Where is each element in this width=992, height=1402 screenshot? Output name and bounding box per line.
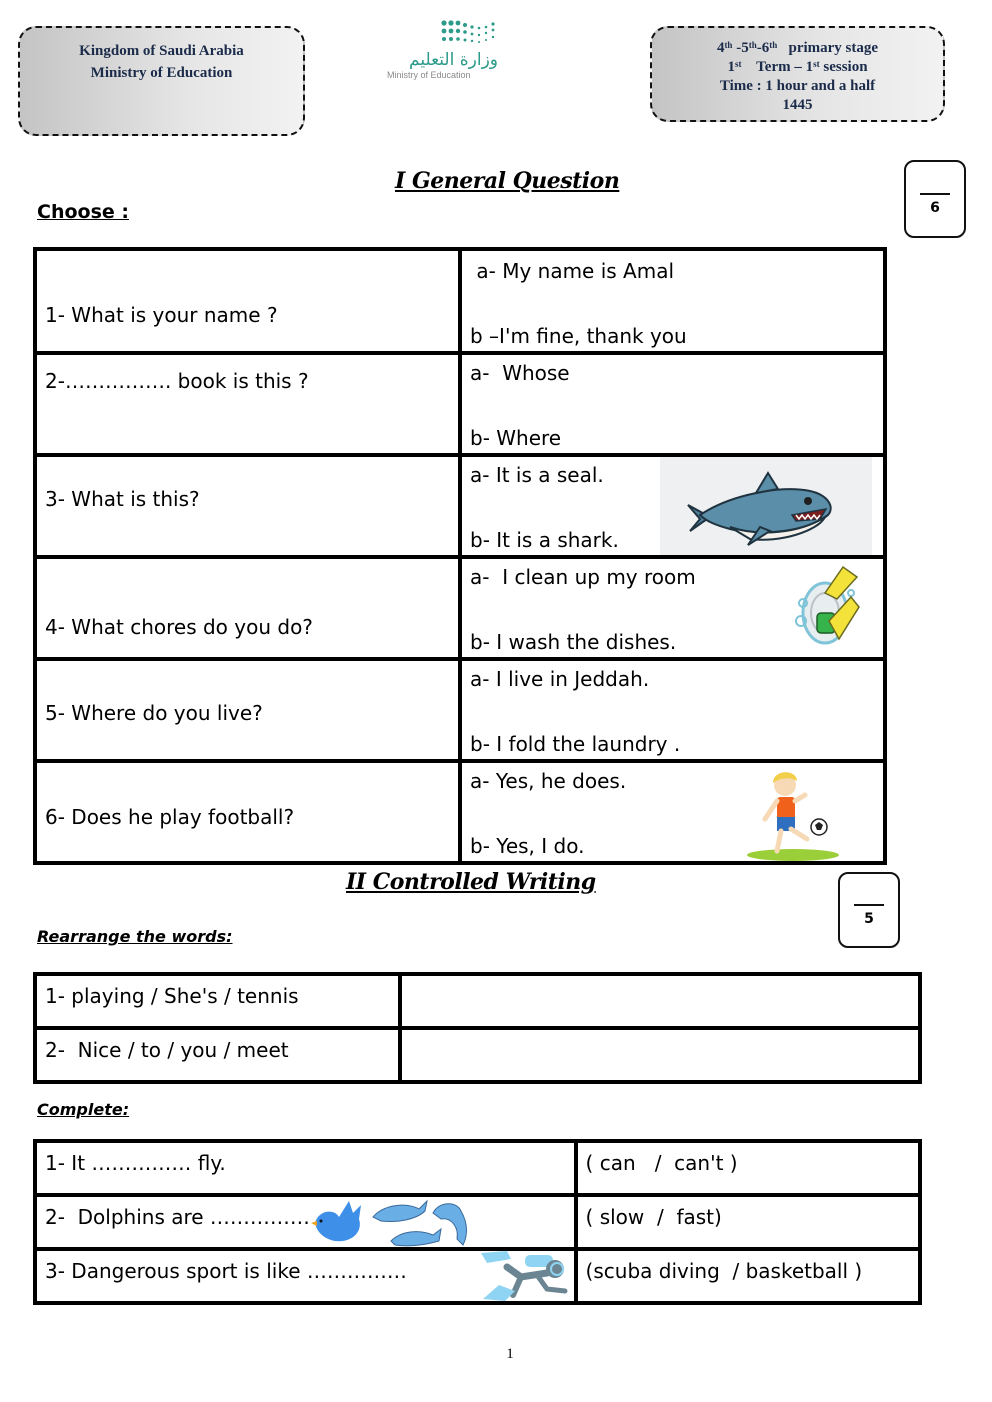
words-cell bbox=[35, 974, 400, 1028]
option-b[interactable]: b- Yes, I do. bbox=[470, 834, 585, 858]
sentence-cell bbox=[35, 1249, 576, 1303]
options-cell bbox=[460, 249, 885, 353]
scrambled-words: 2- Nice / to / you / meet bbox=[45, 1038, 289, 1062]
complete-row bbox=[35, 1195, 920, 1249]
ministry-of-education-logo bbox=[385, 18, 505, 88]
logo-dots-icon bbox=[440, 18, 560, 50]
section1-score-box bbox=[904, 160, 966, 238]
kingdom-label: Kingdom of Saudi Arabia bbox=[79, 43, 244, 59]
sentence-cell bbox=[35, 1141, 576, 1195]
choices-text[interactable]: (scuba diving / basketball ) bbox=[585, 1259, 863, 1283]
complete-row bbox=[35, 1249, 920, 1303]
grade-4: 4 bbox=[716, 40, 725, 56]
answer-cell[interactable] bbox=[400, 974, 920, 1028]
option-a[interactable]: a- Yes, he does. bbox=[470, 769, 627, 793]
bird-and-dolphins-picture bbox=[309, 1197, 475, 1249]
logo-english-text: Ministry of Education bbox=[387, 70, 471, 80]
question-cell bbox=[35, 353, 460, 455]
header-right-box bbox=[650, 26, 945, 122]
section2-score: 5 bbox=[864, 911, 874, 927]
question-cell bbox=[35, 455, 460, 557]
logo-arabic-text: وزارة التعليم bbox=[409, 50, 498, 70]
scrambled-words: 1- playing / She's / tennis bbox=[45, 984, 299, 1008]
scuba-diver-picture bbox=[477, 1245, 573, 1303]
year-line: 1445 bbox=[782, 97, 813, 113]
words-cell bbox=[35, 1028, 400, 1082]
option-b[interactable]: b- Where bbox=[470, 426, 562, 450]
score-fraction-bar bbox=[920, 193, 950, 195]
choices-cell bbox=[576, 1249, 920, 1303]
section2-score-box bbox=[838, 872, 900, 948]
question-text: 1- What is your name ? bbox=[45, 303, 278, 327]
question-text: 6- Does he play football? bbox=[45, 805, 295, 829]
score-fraction-bar bbox=[854, 904, 884, 906]
option-a[interactable]: a- Whose bbox=[470, 361, 570, 385]
options-cell bbox=[460, 761, 885, 863]
rearrange-row bbox=[35, 974, 920, 1028]
question-text: 2-……………. book is this ? bbox=[45, 369, 309, 393]
option-b[interactable]: b- It is a shark. bbox=[470, 528, 619, 552]
complete-instruction: Complete: bbox=[37, 1100, 130, 1119]
stage-label: primary stage bbox=[788, 40, 879, 56]
choices-text[interactable]: ( slow / fast) bbox=[585, 1205, 722, 1229]
section2-title: II Controlled Writing bbox=[346, 869, 596, 895]
question-cell bbox=[35, 659, 460, 761]
sentence-text: 2- Dolphins are …………… bbox=[45, 1205, 310, 1229]
sentence-cell bbox=[35, 1195, 576, 1249]
answer-cell[interactable] bbox=[400, 1028, 920, 1082]
option-b[interactable]: b- I fold the laundry . bbox=[470, 732, 681, 756]
question-text: 3- What is this? bbox=[45, 487, 200, 511]
complete-table bbox=[33, 1139, 922, 1305]
option-a[interactable]: a- My name is Amal bbox=[470, 259, 675, 283]
choose-table bbox=[33, 247, 887, 865]
boy-playing-football-picture bbox=[745, 767, 845, 863]
option-a[interactable]: a- I live in Jeddah. bbox=[470, 667, 650, 691]
question-cell bbox=[35, 249, 460, 353]
option-b[interactable]: b –I'm fine, thank you bbox=[470, 324, 687, 348]
question-row bbox=[35, 249, 885, 353]
sentence-text: 1- It …………… fly. bbox=[45, 1151, 226, 1175]
choices-cell bbox=[576, 1195, 920, 1249]
options-cell bbox=[460, 455, 885, 557]
session-label: session bbox=[823, 59, 868, 75]
choices-text[interactable]: ( can / can't ) bbox=[585, 1151, 738, 1175]
section1-score: 6 bbox=[930, 200, 940, 216]
option-a[interactable]: a- It is a seal. bbox=[470, 463, 604, 487]
complete-row bbox=[35, 1141, 920, 1195]
option-a[interactable]: a- I clean up my room bbox=[470, 565, 696, 589]
grade-5: 5 bbox=[741, 40, 749, 56]
grade-stage-line: 4th -5th-6th primary stage bbox=[716, 40, 879, 56]
header-left-box bbox=[18, 26, 305, 136]
washing-dishes-picture bbox=[795, 563, 861, 653]
options-cell bbox=[460, 659, 885, 761]
option-b[interactable]: b- I wash the dishes. bbox=[470, 630, 677, 654]
question-text: 4- What chores do you do? bbox=[45, 615, 313, 639]
question-text: 5- Where do you live? bbox=[45, 701, 263, 725]
choose-instruction: Choose : bbox=[37, 201, 129, 223]
rearrange-instruction: Rearrange the words: bbox=[37, 927, 233, 946]
question-row bbox=[35, 557, 885, 659]
time-line: Time : 1 hour and a half bbox=[719, 78, 876, 94]
shark-picture bbox=[660, 457, 872, 555]
question-cell bbox=[35, 557, 460, 659]
section1-title: I General Question bbox=[395, 168, 620, 194]
ministry-label: Ministry of Education bbox=[90, 65, 233, 81]
question-row bbox=[35, 761, 885, 863]
rearrange-row bbox=[35, 1028, 920, 1082]
question-row bbox=[35, 455, 885, 557]
rearrange-table bbox=[33, 972, 922, 1084]
options-cell bbox=[460, 557, 885, 659]
page-number: 1 bbox=[506, 1346, 514, 1362]
term-label: Term – 1 bbox=[756, 59, 814, 75]
options-cell bbox=[460, 353, 885, 455]
question-row bbox=[35, 353, 885, 455]
sentence-text: 3- Dangerous sport is like …………… bbox=[45, 1259, 407, 1283]
term-line: 1st Term – 1st session bbox=[727, 59, 868, 75]
question-row bbox=[35, 659, 885, 761]
grade-6: 6 bbox=[761, 40, 770, 56]
choices-cell bbox=[576, 1141, 920, 1195]
question-cell bbox=[35, 761, 460, 863]
